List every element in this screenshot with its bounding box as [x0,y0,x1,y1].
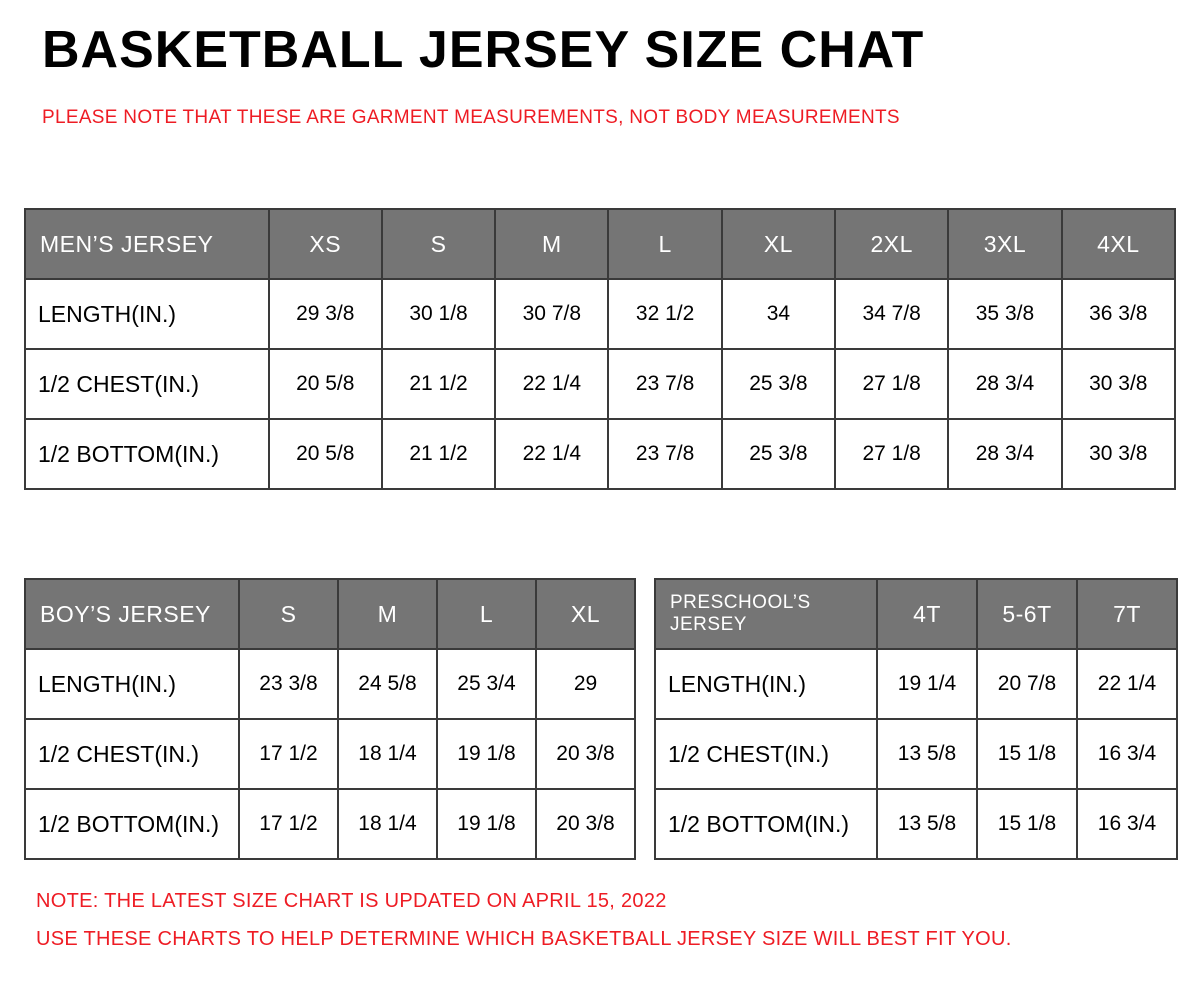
cell-value: 25 3/4 [437,649,536,719]
column-header-size: M [495,209,608,279]
cell-value: 22 1/4 [495,419,608,489]
cell-value: 30 1/8 [382,279,495,349]
cell-value: 22 1/4 [495,349,608,419]
cell-value: 17 1/2 [239,789,338,859]
column-header-size: 5-6T [977,579,1077,649]
table-row [25,279,1175,349]
page-title: BASKETBALL JERSEY SIZE CHAT [42,21,925,79]
cell-value: 30 7/8 [495,279,608,349]
cell-value: 20 5/8 [269,419,382,489]
table-row [25,419,1175,489]
cell-value: 13 5/8 [877,789,977,859]
table-header-row [25,579,635,649]
mens-table-title: MEN’S JERSEY [25,209,269,279]
table-row [25,349,1175,419]
column-header-size: L [608,209,721,279]
cell-value: 22 1/4 [1077,649,1177,719]
row-label: 1/2 BOTTOM(IN.) [655,789,877,859]
cell-value: 20 5/8 [269,349,382,419]
garment-measurement-note: PLEASE NOTE THAT THESE ARE GARMENT MEASUREMENTS, NOT BODY MEASUREMENTS [42,107,900,128]
mens-jersey-size-table [24,208,1176,490]
column-header-size: XS [269,209,382,279]
row-label: 1/2 BOTTOM(IN.) [25,419,269,489]
cell-value: 13 5/8 [877,719,977,789]
column-header-size: 7T [1077,579,1177,649]
cell-value: 15 1/8 [977,789,1077,859]
cell-value: 30 3/8 [1062,349,1175,419]
column-header-size: 4XL [1062,209,1175,279]
table-header-row [25,209,1175,279]
table-row [655,789,1177,859]
row-label: LENGTH(IN.) [25,649,239,719]
column-header-size: XL [722,209,835,279]
preschool-jersey-size-table [654,578,1178,860]
cell-value: 28 3/4 [948,349,1061,419]
cell-value: 17 1/2 [239,719,338,789]
row-label: LENGTH(IN.) [655,649,877,719]
cell-value: 32 1/2 [608,279,721,349]
cell-value: 19 1/8 [437,789,536,859]
cell-value: 21 1/2 [382,419,495,489]
cell-value: 24 5/8 [338,649,437,719]
cell-value: 18 1/4 [338,719,437,789]
row-label: 1/2 CHEST(IN.) [25,719,239,789]
table-row [25,649,635,719]
cell-value: 16 3/4 [1077,719,1177,789]
cell-value: 23 3/8 [239,649,338,719]
column-header-size: 2XL [835,209,948,279]
column-header-size: 4T [877,579,977,649]
cell-value: 36 3/8 [1062,279,1175,349]
column-header-size: S [239,579,338,649]
cell-value: 27 1/8 [835,349,948,419]
cell-value: 28 3/4 [948,419,1061,489]
cell-value: 35 3/8 [948,279,1061,349]
table-row [655,649,1177,719]
cell-value: 25 3/8 [722,419,835,489]
table-row [25,789,635,859]
column-header-size: 3XL [948,209,1061,279]
cell-value: 23 7/8 [608,349,721,419]
cell-value: 25 3/8 [722,349,835,419]
cell-value: 27 1/8 [835,419,948,489]
boys-jersey-size-table [24,578,636,860]
column-header-size: XL [536,579,635,649]
table-row [655,719,1177,789]
column-header-size: S [382,209,495,279]
row-label: LENGTH(IN.) [25,279,269,349]
cell-value: 23 7/8 [608,419,721,489]
cell-value: 20 7/8 [977,649,1077,719]
cell-value: 19 1/4 [877,649,977,719]
cell-value: 29 [536,649,635,719]
cell-value: 21 1/2 [382,349,495,419]
cell-value: 34 7/8 [835,279,948,349]
footer-note-usage: USE THESE CHARTS TO HELP DETERMINE WHICH BASKETBALL JERSEY SIZE WILL BEST FIT YOU. [36,928,1012,950]
cell-value: 34 [722,279,835,349]
cell-value: 20 3/8 [536,789,635,859]
cell-value: 30 3/8 [1062,419,1175,489]
boys-table-title: BOY’S JERSEY [25,579,239,649]
table-header-row [655,579,1177,649]
footer-note-update: NOTE: THE LATEST SIZE CHART IS UPDATED ON APRIL 15, 2022 [36,890,667,912]
row-label: 1/2 CHEST(IN.) [25,349,269,419]
cell-value: 15 1/8 [977,719,1077,789]
table-row [25,719,635,789]
preschool-table-title: PRESCHOOL’S JERSEY [655,579,877,649]
cell-value: 29 3/8 [269,279,382,349]
cell-value: 19 1/8 [437,719,536,789]
footer-notes [36,882,1166,958]
cell-value: 20 3/8 [536,719,635,789]
row-label: 1/2 CHEST(IN.) [655,719,877,789]
row-label: 1/2 BOTTOM(IN.) [25,789,239,859]
column-header-size: M [338,579,437,649]
column-header-size: L [437,579,536,649]
cell-value: 16 3/4 [1077,789,1177,859]
cell-value: 18 1/4 [338,789,437,859]
